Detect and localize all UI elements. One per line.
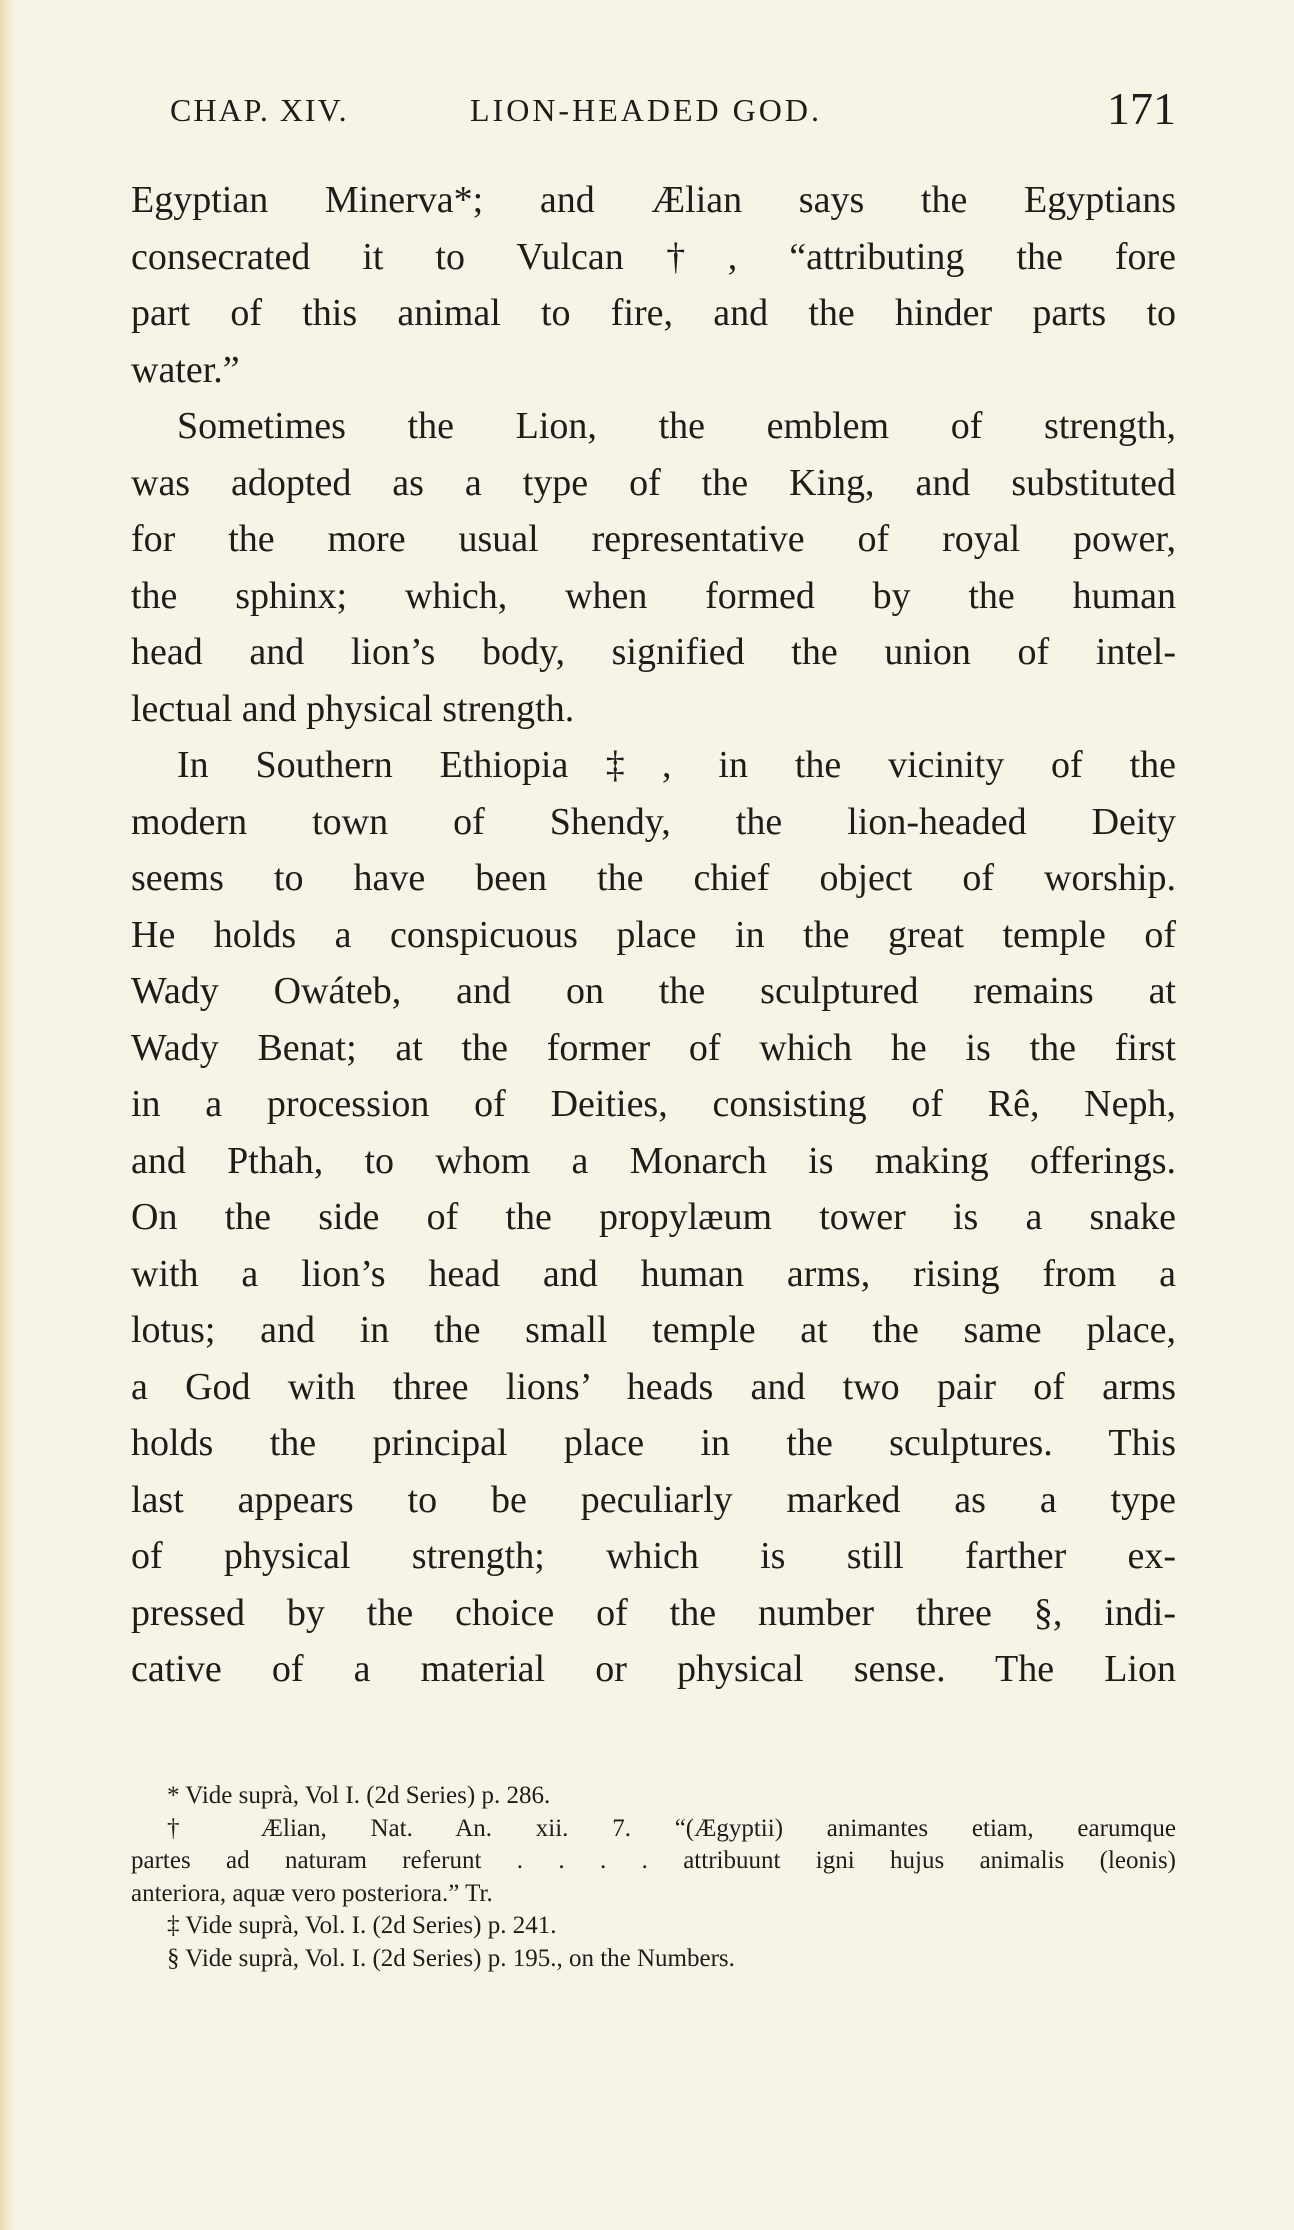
- body-line: Egyptian Minerva*; and Ælian says the Egyptians: [131, 179, 1176, 221]
- page-edge-shadow: [0, 0, 14, 2230]
- body-line: Sometimes the Lion, the emblem of strength,: [177, 405, 1176, 447]
- footnote: * Vide suprà, Vol I. (2d Series) p. 286.: [167, 1782, 551, 1809]
- footnote: ‡ Vide suprà, Vol. I. (2d Series) p. 241.: [167, 1912, 557, 1939]
- body-line: modern town of Shendy, the lion-headed Deity: [131, 800, 1176, 843]
- body-line: of physical strength; which is still farther ex-: [131, 1535, 1176, 1577]
- body-line: for the more usual representative of royal power,: [131, 518, 1176, 560]
- body-line: On the side of the propylæum tower is a snake: [131, 1196, 1176, 1238]
- body-line: Wady Owáteb, and on the sculptured remains at: [131, 970, 1176, 1012]
- body-line: head and lion’s body, signified the union of intel-: [131, 631, 1176, 673]
- body-line: consecrated it to Vulcan†, “attributing the fore: [131, 235, 1176, 278]
- body-line: in a procession of Deities, consisting of Rê, Neph,: [131, 1083, 1176, 1125]
- running-head: [170, 83, 1176, 144]
- body-line: pressed by the choice of the number three §, indi-: [131, 1591, 1176, 1634]
- body-line: Wady Benat; at the former of which he is the first: [131, 1026, 1176, 1069]
- chapter-label: CHAP. XIV.: [170, 92, 349, 128]
- body-line: and Pthah, to whom a Monarch is making offerings.: [131, 1139, 1176, 1182]
- body-line: seems to have been the chief object of worship.: [131, 857, 1176, 899]
- body-text: [131, 172, 1176, 1698]
- body-line: He holds a conspicuous place in the great temple of: [131, 913, 1176, 956]
- footnote-continuation: partes ad naturam referunt . . . . attribuunt igni hujus animalis (leonis): [131, 1847, 1176, 1874]
- body-line: holds the principal place in the sculptures. This: [131, 1422, 1176, 1464]
- page-number: 171: [1107, 83, 1176, 134]
- body-line: last appears to be peculiarly marked as a type: [131, 1478, 1176, 1521]
- body-line: In Southern Ethiopia‡, in the vicinity of the: [177, 744, 1176, 786]
- running-title: LION-HEADED GOD.: [470, 92, 822, 128]
- body-line: part of this animal to fire, and the hinder parts to: [131, 292, 1176, 334]
- body-line: cative of a material or physical sense. The Lion: [131, 1648, 1176, 1690]
- body-line: with a lion’s head and human arms, rising from a: [131, 1252, 1176, 1295]
- footnotes: [131, 1780, 1176, 1975]
- footnote-continuation: anteriora, aquæ vero posteriora.” Tr.: [131, 1879, 493, 1907]
- body-line: water.”: [131, 348, 240, 391]
- body-line: was adopted as a type of the King, and substituted: [131, 461, 1176, 504]
- body-line: a God with three lions’ heads and two pair of arms: [131, 1365, 1176, 1408]
- footnote: § Vide suprà, Vol. I. (2d Series) p. 195., on the Numbers.: [167, 1944, 735, 1972]
- footnote: † Ælian, Nat. An. xii. 7. “(Ægyptii) animantes etiam, earumque: [167, 1814, 1176, 1842]
- body-line: the sphinx; which, when formed by the human: [131, 574, 1176, 617]
- body-line: lotus; and in the small temple at the same place,: [131, 1309, 1176, 1351]
- body-line: lectual and physical strength.: [131, 687, 575, 730]
